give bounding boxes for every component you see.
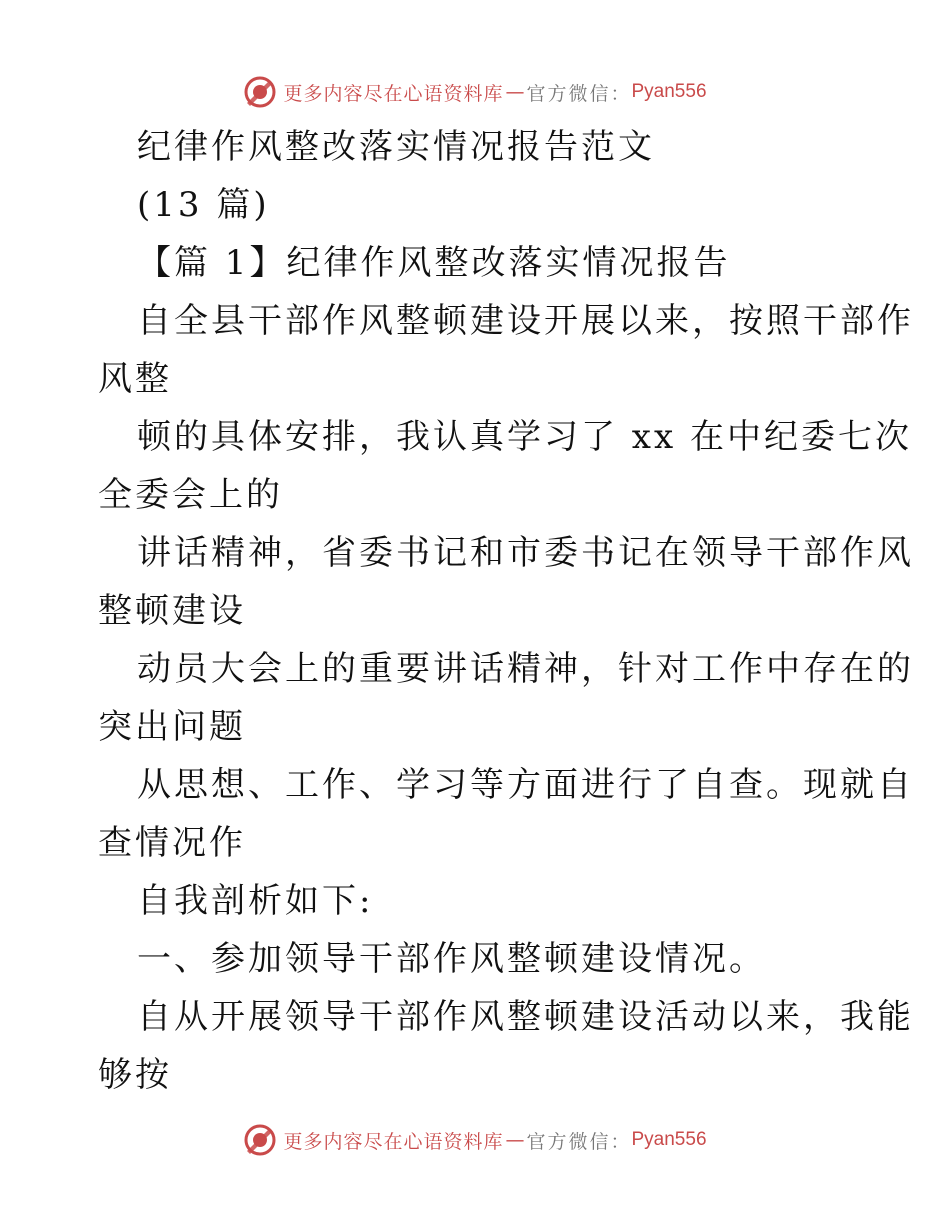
document-title-line1: 纪律作风整改落实情况报告范文 (137, 127, 655, 167)
watermark-main-text: 更多内容尽在心语资料库 (283, 82, 504, 105)
paragraph-line: 自全县干部作风整顿建设开展以来，按照干部作 (137, 301, 914, 341)
document-title-line2: (13 篇) (137, 185, 270, 225)
watermark-dash: — (505, 1129, 525, 1151)
paragraph-line: 查情况作 (98, 823, 246, 863)
watermark-label: 官方微信： (526, 82, 632, 105)
watermark-main-text: 更多内容尽在心语资料库 (283, 1130, 504, 1153)
watermark-dash: — (505, 81, 525, 103)
paragraph-line: 全委会上的 (98, 475, 283, 515)
paragraph-line: 一、参加领导干部作风整顿建设情况。 (137, 939, 766, 979)
pen-logo-icon (243, 75, 277, 109)
header-watermark (0, 70, 950, 114)
paragraph-line: 从思想、工作、学习等方面进行了自查。现就自 (137, 765, 914, 805)
paragraph-line: 自从开展领导干部作风整顿建设活动以来，我能 (137, 997, 914, 1037)
paragraph-line: 讲话精神，省委书记和市委书记在领导干部作风 (137, 533, 914, 573)
paragraph-line: 顿的具体安排，我认真学习了 xx 在中纪委七次 (137, 417, 912, 457)
paragraph-line: 自我剖析如下: (137, 881, 374, 921)
watermark-wechat-id: Pyan556 (631, 1129, 707, 1150)
pen-logo-icon (243, 1123, 277, 1157)
paragraph-line: 够按 (98, 1055, 172, 1095)
paragraph-line: 突出问题 (98, 707, 246, 747)
footer-watermark (0, 1118, 950, 1162)
section-heading: 【篇 1】纪律作风整改落实情况报告 (137, 243, 731, 283)
paragraph-line: 动员大会上的重要讲话精神，针对工作中存在的 (137, 649, 914, 689)
paragraph-line: 整顿建设 (98, 591, 246, 631)
watermark-wechat-id: Pyan556 (631, 81, 707, 102)
paragraph-line: 风整 (98, 359, 172, 399)
watermark-label: 官方微信： (526, 1130, 632, 1153)
